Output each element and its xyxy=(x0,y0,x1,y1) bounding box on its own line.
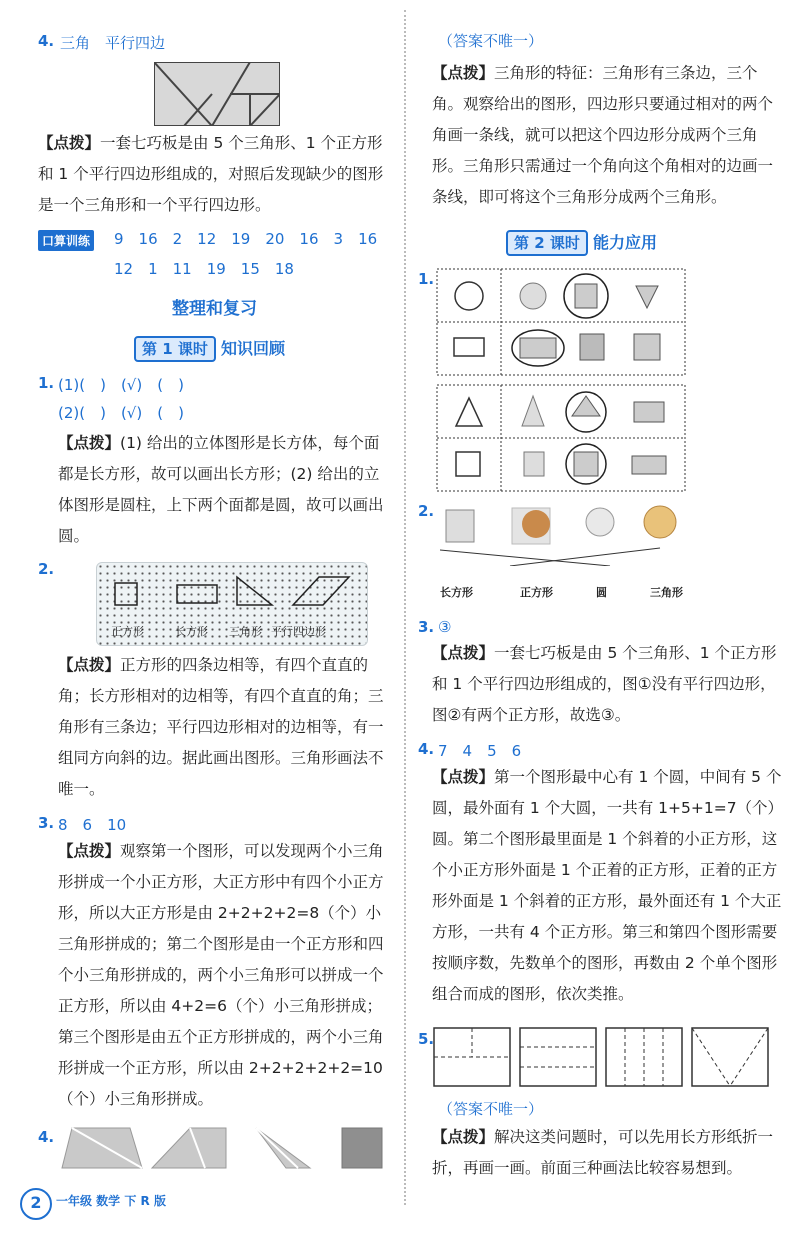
tip-label: 【点拨】 xyxy=(38,134,101,152)
question-number: 1. xyxy=(418,270,435,288)
page-number: 2 xyxy=(20,1188,52,1220)
tip-text: 正方形的四条边相等，有四个直直的角；长方形相对的边相等，有四个直直的角；三角形有三条边；平行四边形相对的边相等，有一组同方向斜的边。据此画出图形。三角形画法不唯一。 xyxy=(58,656,384,798)
split-shapes-figure xyxy=(60,1126,390,1172)
tip-text: 一套七巧板是由 5 个三角形、1 个正方形和 1 个平行四边形组成的，对照后发现缺少的图形是一个三角形和一个平行四边形。 xyxy=(38,134,384,214)
figure-label: 长方形 xyxy=(175,625,208,638)
matching-label: 三角形 xyxy=(650,586,683,599)
lesson-heading xyxy=(134,336,285,362)
matching-label: 长方形 xyxy=(440,586,473,599)
question-number: 4. xyxy=(38,32,55,50)
answer-text: 8 6 10 xyxy=(58,816,127,834)
question-number: 2. xyxy=(418,502,435,520)
tip-paragraph xyxy=(58,428,388,552)
question-number: 3. xyxy=(418,618,435,636)
question-number: 3. xyxy=(38,814,55,832)
oral-answers-row-1: 9 16 2 12 19 20 16 3 16 xyxy=(114,230,378,248)
matching-label: 正方形 xyxy=(520,586,553,599)
tip-label: 【点拨】 xyxy=(58,842,121,860)
figure-label: 正方形 xyxy=(111,625,144,638)
tip-paragraph xyxy=(38,128,388,221)
tip-text: 第一个图形最中心有 1 个圆，中间有 5 个圆，最外面有 1 个大圆，一共有 1+5+1=7（个）圆。第二个图形最里面是 1 个斜着的小正方形，这个小正方形外面是 1 个正着的正方形，正着的正方形外面是 1 个斜着的正方形，最外面还有 1 个大正方形，一共有 4 个正方形。第三和第四个图形需要按顺序数，先数单个的图形，再数由 2 个单个图形组合而成的图形，依次类推。 xyxy=(432,768,784,1003)
tip-label: 【点拨】 xyxy=(432,768,495,786)
answer-line-2: (2)( ) (√) ( ) xyxy=(58,404,184,422)
tip-text: 观察第一个图形，可以发现两个小三角形拼成一个小正方形，大正方形中有四个小正方形，所以大正方形是由 2+2+2+2=8（个）小三角形拼成的；第二个图形是由一个正方形和四个小三角形拼成的，两个小三角形可以拼成一个正方形，所以由 4+2=6（个）小三角形拼成；第三个图形是由五个正方形拼成的，两个小三角形拼成一个正方形，所以由 2+2+2+2+2=10（个）小三角形拼成。 xyxy=(58,842,384,1108)
lesson-title: 知识回顾 xyxy=(220,339,285,358)
answer-text: 三角 平行四边 xyxy=(60,34,166,52)
matching-figure xyxy=(440,496,690,566)
tip-label: 【点拨】 xyxy=(432,1128,495,1146)
footer-book-title: 一年级 数学 下 R 版 xyxy=(56,1194,166,1208)
tip-text: 三角形的特征：三角形有三条边，三个角。观察给出的图形，四边形只要通过相对的两个角画一条线，就可以把这个四边形分成两个三角形。三角形只需通过一个角向这个角相对的边画一条线，即可将这个三角形分成两个三角形。 xyxy=(432,64,774,206)
lesson-badge: 第 1 课时 xyxy=(134,336,216,362)
tip-label: 【点拨】 xyxy=(58,434,121,452)
column-divider xyxy=(404,10,406,1205)
dot-grid-board xyxy=(96,562,368,646)
oral-training-label: 口算训练 xyxy=(38,230,94,251)
oral-answers-row-2: 12 1 11 19 15 18 xyxy=(114,260,294,278)
tip-text: (1) 给出的立体图形是长方体，每个面都是长方形，故可以画出长方形；(2) 给出的立体图形是圆柱，上下两个面都是圆，故可以画出圆。 xyxy=(58,434,384,545)
tip-text: 解决这类问题时，可以先用长方形纸折一折，再画一画。前面三种画法比较容易想到。 xyxy=(432,1128,774,1177)
tip-paragraph xyxy=(432,58,784,213)
note-text: （答案不唯一） xyxy=(438,1100,544,1118)
question-number: 5. xyxy=(418,1030,435,1048)
figure-label: 平行四边形 xyxy=(271,625,326,638)
shapes-match-table-1 xyxy=(436,268,686,376)
lesson-badge: 第 2 课时 xyxy=(506,230,588,256)
right-column xyxy=(410,0,800,1235)
figure-label: 三角形 xyxy=(229,625,262,638)
tip-paragraph xyxy=(58,650,388,805)
tip-paragraph xyxy=(432,762,784,1010)
folding-rectangles-figure xyxy=(432,1026,772,1090)
answer-text: 7 4 5 6 xyxy=(438,742,522,760)
section-title: 整理和复习 xyxy=(172,299,257,319)
tip-label: 【点拨】 xyxy=(58,656,121,674)
question-number: 1. xyxy=(38,374,55,392)
tangram-figure xyxy=(154,62,280,126)
tip-paragraph xyxy=(432,638,784,731)
note-text: （答案不唯一） xyxy=(438,32,544,50)
tip-text: 一套七巧板是由 5 个三角形、1 个正方形和 1 个平行四边形组成的，图①没有平行四边形，图②有两个正方形，故选③。 xyxy=(432,644,777,724)
answer-text: ③ xyxy=(438,618,452,636)
question-number: 4. xyxy=(418,740,435,758)
question-number: 4. xyxy=(38,1128,55,1146)
tip-label: 【点拨】 xyxy=(432,644,495,662)
matching-label: 圆 xyxy=(596,586,607,599)
tip-label: 【点拨】 xyxy=(432,64,495,82)
tip-paragraph xyxy=(58,836,388,1115)
tip-paragraph xyxy=(432,1122,784,1184)
shapes-match-table-2 xyxy=(436,384,686,492)
lesson-heading xyxy=(506,230,657,256)
lesson-title: 能力应用 xyxy=(592,233,657,252)
answer-line-1: (1)( ) (√) ( ) xyxy=(58,376,184,394)
question-number: 2. xyxy=(38,560,55,578)
